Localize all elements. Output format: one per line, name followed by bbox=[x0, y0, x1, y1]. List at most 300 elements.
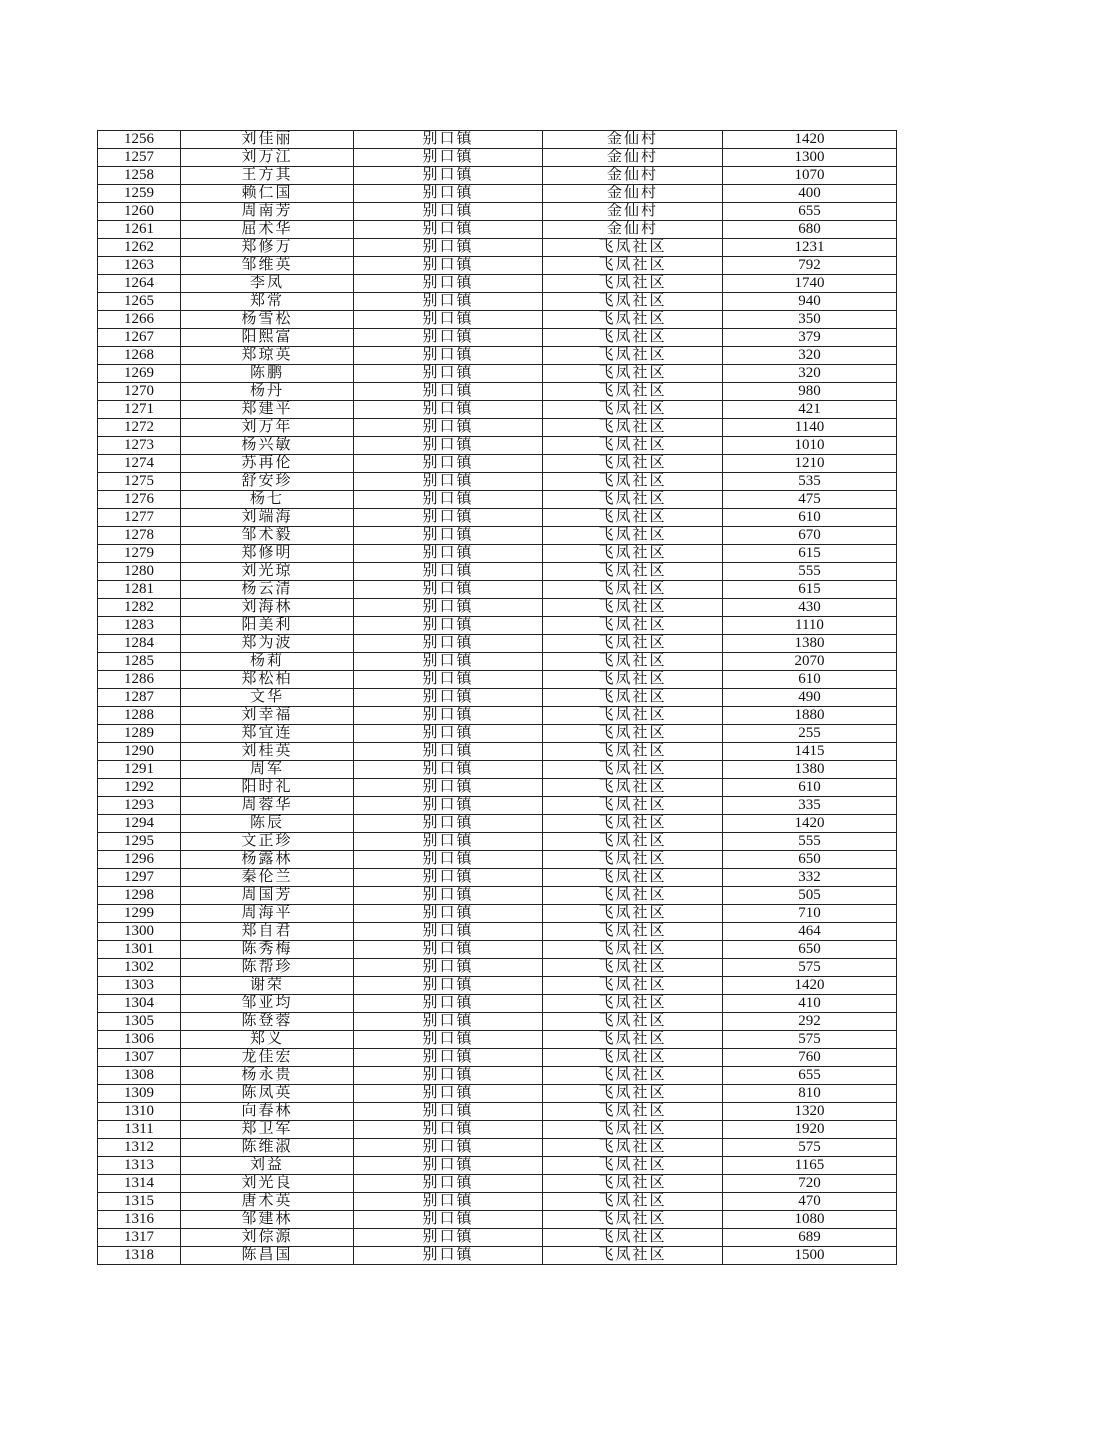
cell-number: 1308 bbox=[98, 1067, 181, 1085]
cell-number: 1309 bbox=[98, 1085, 181, 1103]
cell-number: 1289 bbox=[98, 725, 181, 743]
table-row bbox=[98, 545, 897, 563]
cell-town: 别口镇 bbox=[354, 293, 543, 311]
cell-amount: 1420 bbox=[723, 131, 897, 149]
cell-number: 1305 bbox=[98, 1013, 181, 1031]
cell-amount: 1380 bbox=[723, 635, 897, 653]
table-row bbox=[98, 401, 897, 419]
cell-amount: 421 bbox=[723, 401, 897, 419]
cell-town: 别口镇 bbox=[354, 599, 543, 617]
table-row bbox=[98, 1157, 897, 1175]
cell-village: 飞凤社区 bbox=[543, 365, 723, 383]
cell-town: 别口镇 bbox=[354, 635, 543, 653]
cell-village: 飞凤社区 bbox=[543, 869, 723, 887]
cell-town: 别口镇 bbox=[354, 527, 543, 545]
cell-amount: 555 bbox=[723, 833, 897, 851]
cell-town: 别口镇 bbox=[354, 1139, 543, 1157]
cell-name: 郑修明 bbox=[181, 545, 354, 563]
cell-amount: 610 bbox=[723, 779, 897, 797]
cell-town: 别口镇 bbox=[354, 761, 543, 779]
cell-amount: 379 bbox=[723, 329, 897, 347]
cell-name: 杨雪松 bbox=[181, 311, 354, 329]
table-row bbox=[98, 1085, 897, 1103]
cell-name: 唐术英 bbox=[181, 1193, 354, 1211]
cell-name: 阳时礼 bbox=[181, 779, 354, 797]
cell-name: 郑修万 bbox=[181, 239, 354, 257]
cell-town: 别口镇 bbox=[354, 653, 543, 671]
table-row bbox=[98, 1193, 897, 1211]
cell-town: 别口镇 bbox=[354, 869, 543, 887]
table-row bbox=[98, 311, 897, 329]
cell-name: 赖仁国 bbox=[181, 185, 354, 203]
cell-name: 杨兴敏 bbox=[181, 437, 354, 455]
cell-number: 1269 bbox=[98, 365, 181, 383]
cell-village: 金仙村 bbox=[543, 131, 723, 149]
table-row bbox=[98, 1013, 897, 1031]
table-row bbox=[98, 779, 897, 797]
cell-name: 陈维淑 bbox=[181, 1139, 354, 1157]
cell-amount: 610 bbox=[723, 509, 897, 527]
cell-town: 别口镇 bbox=[354, 905, 543, 923]
cell-town: 别口镇 bbox=[354, 671, 543, 689]
cell-village: 飞凤社区 bbox=[543, 1103, 723, 1121]
cell-amount: 710 bbox=[723, 905, 897, 923]
table-row bbox=[98, 671, 897, 689]
cell-amount: 1880 bbox=[723, 707, 897, 725]
cell-village: 飞凤社区 bbox=[543, 959, 723, 977]
table-row bbox=[98, 221, 897, 239]
cell-village: 飞凤社区 bbox=[543, 923, 723, 941]
cell-village: 飞凤社区 bbox=[543, 275, 723, 293]
table-row bbox=[98, 923, 897, 941]
cell-number: 1276 bbox=[98, 491, 181, 509]
cell-amount: 1420 bbox=[723, 977, 897, 995]
cell-village: 飞凤社区 bbox=[543, 491, 723, 509]
table-row bbox=[98, 941, 897, 959]
cell-town: 别口镇 bbox=[354, 887, 543, 905]
cell-amount: 475 bbox=[723, 491, 897, 509]
cell-name: 刘端海 bbox=[181, 509, 354, 527]
cell-amount: 792 bbox=[723, 257, 897, 275]
cell-name: 郑建平 bbox=[181, 401, 354, 419]
cell-name: 李凤 bbox=[181, 275, 354, 293]
cell-village: 飞凤社区 bbox=[543, 617, 723, 635]
cell-number: 1304 bbox=[98, 995, 181, 1013]
cell-amount: 350 bbox=[723, 311, 897, 329]
cell-village: 飞凤社区 bbox=[543, 1175, 723, 1193]
cell-number: 1272 bbox=[98, 419, 181, 437]
cell-village: 飞凤社区 bbox=[543, 293, 723, 311]
table-row bbox=[98, 437, 897, 455]
cell-amount: 1070 bbox=[723, 167, 897, 185]
cell-village: 飞凤社区 bbox=[543, 437, 723, 455]
cell-number: 1264 bbox=[98, 275, 181, 293]
cell-amount: 332 bbox=[723, 869, 897, 887]
table-row bbox=[98, 275, 897, 293]
cell-name: 杨莉 bbox=[181, 653, 354, 671]
cell-town: 别口镇 bbox=[354, 1031, 543, 1049]
cell-village: 飞凤社区 bbox=[543, 455, 723, 473]
cell-village: 飞凤社区 bbox=[543, 1229, 723, 1247]
cell-town: 别口镇 bbox=[354, 815, 543, 833]
table-row bbox=[98, 1247, 897, 1265]
table-row bbox=[98, 131, 897, 149]
table-row bbox=[98, 653, 897, 671]
cell-town: 别口镇 bbox=[354, 1157, 543, 1175]
cell-number: 1263 bbox=[98, 257, 181, 275]
cell-amount: 575 bbox=[723, 1031, 897, 1049]
cell-number: 1279 bbox=[98, 545, 181, 563]
cell-amount: 255 bbox=[723, 725, 897, 743]
cell-amount: 410 bbox=[723, 995, 897, 1013]
cell-amount: 1300 bbox=[723, 149, 897, 167]
cell-town: 别口镇 bbox=[354, 257, 543, 275]
cell-town: 别口镇 bbox=[354, 833, 543, 851]
cell-name: 陈辰 bbox=[181, 815, 354, 833]
cell-amount: 1210 bbox=[723, 455, 897, 473]
cell-village: 飞凤社区 bbox=[543, 761, 723, 779]
cell-name: 秦伦兰 bbox=[181, 869, 354, 887]
table-row bbox=[98, 599, 897, 617]
cell-amount: 1740 bbox=[723, 275, 897, 293]
cell-village: 飞凤社区 bbox=[543, 887, 723, 905]
table-row bbox=[98, 995, 897, 1013]
table-body bbox=[98, 131, 897, 1265]
cell-amount: 810 bbox=[723, 1085, 897, 1103]
cell-village: 飞凤社区 bbox=[543, 1049, 723, 1067]
cell-town: 别口镇 bbox=[354, 167, 543, 185]
cell-number: 1294 bbox=[98, 815, 181, 833]
cell-village: 飞凤社区 bbox=[543, 329, 723, 347]
cell-amount: 1140 bbox=[723, 419, 897, 437]
cell-name: 陈凤英 bbox=[181, 1085, 354, 1103]
cell-amount: 535 bbox=[723, 473, 897, 491]
table-row bbox=[98, 959, 897, 977]
cell-name: 阳熙富 bbox=[181, 329, 354, 347]
table-row bbox=[98, 707, 897, 725]
table-row bbox=[98, 329, 897, 347]
cell-village: 飞凤社区 bbox=[543, 1211, 723, 1229]
cell-town: 别口镇 bbox=[354, 1211, 543, 1229]
cell-village: 飞凤社区 bbox=[543, 941, 723, 959]
cell-town: 别口镇 bbox=[354, 941, 543, 959]
cell-name: 杨露林 bbox=[181, 851, 354, 869]
cell-number: 1288 bbox=[98, 707, 181, 725]
cell-town: 别口镇 bbox=[354, 329, 543, 347]
table-row bbox=[98, 1175, 897, 1193]
cell-village: 飞凤社区 bbox=[543, 905, 723, 923]
cell-village: 飞凤社区 bbox=[543, 599, 723, 617]
cell-number: 1296 bbox=[98, 851, 181, 869]
table-row bbox=[98, 1103, 897, 1121]
cell-amount: 670 bbox=[723, 527, 897, 545]
cell-name: 刘幸福 bbox=[181, 707, 354, 725]
cell-village: 飞凤社区 bbox=[543, 707, 723, 725]
cell-number: 1271 bbox=[98, 401, 181, 419]
cell-amount: 555 bbox=[723, 563, 897, 581]
table-row bbox=[98, 833, 897, 851]
cell-amount: 335 bbox=[723, 797, 897, 815]
cell-name: 文正珍 bbox=[181, 833, 354, 851]
cell-town: 别口镇 bbox=[354, 473, 543, 491]
cell-name: 杨云清 bbox=[181, 581, 354, 599]
cell-amount: 464 bbox=[723, 923, 897, 941]
cell-number: 1280 bbox=[98, 563, 181, 581]
cell-amount: 1415 bbox=[723, 743, 897, 761]
cell-name: 刘益 bbox=[181, 1157, 354, 1175]
cell-name: 龙佳宏 bbox=[181, 1049, 354, 1067]
cell-number: 1300 bbox=[98, 923, 181, 941]
cell-village: 飞凤社区 bbox=[543, 563, 723, 581]
cell-number: 1275 bbox=[98, 473, 181, 491]
cell-name: 杨永贵 bbox=[181, 1067, 354, 1085]
cell-town: 别口镇 bbox=[354, 1193, 543, 1211]
cell-number: 1274 bbox=[98, 455, 181, 473]
table-row bbox=[98, 239, 897, 257]
cell-number: 1283 bbox=[98, 617, 181, 635]
cell-amount: 430 bbox=[723, 599, 897, 617]
cell-amount: 490 bbox=[723, 689, 897, 707]
cell-number: 1268 bbox=[98, 347, 181, 365]
cell-town: 别口镇 bbox=[354, 239, 543, 257]
cell-name: 周军 bbox=[181, 761, 354, 779]
cell-town: 别口镇 bbox=[354, 203, 543, 221]
cell-number: 1266 bbox=[98, 311, 181, 329]
cell-town: 别口镇 bbox=[354, 401, 543, 419]
cell-number: 1265 bbox=[98, 293, 181, 311]
cell-number: 1261 bbox=[98, 221, 181, 239]
cell-number: 1312 bbox=[98, 1139, 181, 1157]
cell-village: 飞凤社区 bbox=[543, 995, 723, 1013]
cell-amount: 1010 bbox=[723, 437, 897, 455]
cell-name: 郑义 bbox=[181, 1031, 354, 1049]
cell-number: 1262 bbox=[98, 239, 181, 257]
data-table bbox=[97, 130, 897, 1265]
cell-town: 别口镇 bbox=[354, 1247, 543, 1265]
cell-name: 刘佳丽 bbox=[181, 131, 354, 149]
table-row bbox=[98, 1229, 897, 1247]
cell-village: 飞凤社区 bbox=[543, 1085, 723, 1103]
cell-town: 别口镇 bbox=[354, 743, 543, 761]
table-row bbox=[98, 527, 897, 545]
cell-town: 别口镇 bbox=[354, 311, 543, 329]
cell-village: 飞凤社区 bbox=[543, 311, 723, 329]
table-row bbox=[98, 1211, 897, 1229]
cell-amount: 470 bbox=[723, 1193, 897, 1211]
cell-amount: 1165 bbox=[723, 1157, 897, 1175]
cell-village: 飞凤社区 bbox=[543, 545, 723, 563]
cell-name: 郑常 bbox=[181, 293, 354, 311]
table-row bbox=[98, 1049, 897, 1067]
cell-town: 别口镇 bbox=[354, 365, 543, 383]
cell-number: 1270 bbox=[98, 383, 181, 401]
cell-village: 飞凤社区 bbox=[543, 635, 723, 653]
cell-number: 1282 bbox=[98, 599, 181, 617]
cell-name: 刘万江 bbox=[181, 149, 354, 167]
cell-village: 飞凤社区 bbox=[543, 671, 723, 689]
cell-name: 文华 bbox=[181, 689, 354, 707]
table-row bbox=[98, 383, 897, 401]
cell-village: 飞凤社区 bbox=[543, 653, 723, 671]
cell-number: 1258 bbox=[98, 167, 181, 185]
cell-village: 飞凤社区 bbox=[543, 239, 723, 257]
cell-town: 别口镇 bbox=[354, 1067, 543, 1085]
cell-village: 飞凤社区 bbox=[543, 833, 723, 851]
cell-name: 郑松柏 bbox=[181, 671, 354, 689]
table-row bbox=[98, 1121, 897, 1139]
cell-amount: 1231 bbox=[723, 239, 897, 257]
cell-town: 别口镇 bbox=[354, 419, 543, 437]
cell-number: 1273 bbox=[98, 437, 181, 455]
cell-name: 邹亚均 bbox=[181, 995, 354, 1013]
cell-town: 别口镇 bbox=[354, 185, 543, 203]
cell-town: 别口镇 bbox=[354, 1175, 543, 1193]
cell-village: 飞凤社区 bbox=[543, 419, 723, 437]
cell-amount: 1380 bbox=[723, 761, 897, 779]
table-row bbox=[98, 203, 897, 221]
cell-town: 别口镇 bbox=[354, 995, 543, 1013]
table-row bbox=[98, 347, 897, 365]
cell-village: 飞凤社区 bbox=[543, 581, 723, 599]
cell-town: 别口镇 bbox=[354, 707, 543, 725]
cell-village: 飞凤社区 bbox=[543, 473, 723, 491]
cell-town: 别口镇 bbox=[354, 1121, 543, 1139]
cell-village: 飞凤社区 bbox=[543, 1247, 723, 1265]
cell-town: 别口镇 bbox=[354, 545, 543, 563]
cell-number: 1278 bbox=[98, 527, 181, 545]
table-row bbox=[98, 473, 897, 491]
cell-name: 陈鹏 bbox=[181, 365, 354, 383]
cell-village: 飞凤社区 bbox=[543, 509, 723, 527]
cell-town: 别口镇 bbox=[354, 347, 543, 365]
cell-village: 飞凤社区 bbox=[543, 1193, 723, 1211]
table-row bbox=[98, 167, 897, 185]
cell-amount: 650 bbox=[723, 941, 897, 959]
cell-amount: 292 bbox=[723, 1013, 897, 1031]
cell-village: 飞凤社区 bbox=[543, 1031, 723, 1049]
cell-town: 别口镇 bbox=[354, 797, 543, 815]
cell-number: 1307 bbox=[98, 1049, 181, 1067]
cell-number: 1285 bbox=[98, 653, 181, 671]
cell-amount: 689 bbox=[723, 1229, 897, 1247]
cell-town: 别口镇 bbox=[354, 491, 543, 509]
cell-town: 别口镇 bbox=[354, 383, 543, 401]
cell-town: 别口镇 bbox=[354, 959, 543, 977]
cell-village: 飞凤社区 bbox=[543, 1121, 723, 1139]
cell-village: 飞凤社区 bbox=[543, 977, 723, 995]
cell-amount: 2070 bbox=[723, 653, 897, 671]
cell-number: 1313 bbox=[98, 1157, 181, 1175]
cell-number: 1284 bbox=[98, 635, 181, 653]
table-row bbox=[98, 365, 897, 383]
cell-name: 刘海林 bbox=[181, 599, 354, 617]
cell-town: 别口镇 bbox=[354, 563, 543, 581]
cell-name: 陈登蓉 bbox=[181, 1013, 354, 1031]
table-row bbox=[98, 725, 897, 743]
cell-town: 别口镇 bbox=[354, 131, 543, 149]
cell-village: 飞凤社区 bbox=[543, 527, 723, 545]
table-row bbox=[98, 1067, 897, 1085]
cell-town: 别口镇 bbox=[354, 437, 543, 455]
cell-name: 邹术毅 bbox=[181, 527, 354, 545]
table-row bbox=[98, 761, 897, 779]
cell-village: 飞凤社区 bbox=[543, 1157, 723, 1175]
cell-number: 1311 bbox=[98, 1121, 181, 1139]
cell-town: 别口镇 bbox=[354, 851, 543, 869]
cell-village: 金仙村 bbox=[543, 185, 723, 203]
cell-amount: 575 bbox=[723, 959, 897, 977]
cell-village: 飞凤社区 bbox=[543, 689, 723, 707]
table-row bbox=[98, 905, 897, 923]
cell-number: 1295 bbox=[98, 833, 181, 851]
cell-number: 1287 bbox=[98, 689, 181, 707]
cell-town: 别口镇 bbox=[354, 149, 543, 167]
cell-number: 1259 bbox=[98, 185, 181, 203]
cell-town: 别口镇 bbox=[354, 725, 543, 743]
table-row bbox=[98, 797, 897, 815]
cell-village: 金仙村 bbox=[543, 221, 723, 239]
cell-amount: 720 bbox=[723, 1175, 897, 1193]
cell-number: 1299 bbox=[98, 905, 181, 923]
cell-amount: 655 bbox=[723, 203, 897, 221]
cell-number: 1318 bbox=[98, 1247, 181, 1265]
cell-name: 杨丹 bbox=[181, 383, 354, 401]
cell-amount: 1500 bbox=[723, 1247, 897, 1265]
cell-number: 1302 bbox=[98, 959, 181, 977]
cell-name: 杨七 bbox=[181, 491, 354, 509]
cell-village: 金仙村 bbox=[543, 203, 723, 221]
cell-town: 别口镇 bbox=[354, 1103, 543, 1121]
cell-number: 1293 bbox=[98, 797, 181, 815]
cell-name: 邹维英 bbox=[181, 257, 354, 275]
cell-number: 1281 bbox=[98, 581, 181, 599]
cell-name: 王方其 bbox=[181, 167, 354, 185]
table-row bbox=[98, 635, 897, 653]
cell-village: 飞凤社区 bbox=[543, 779, 723, 797]
cell-number: 1286 bbox=[98, 671, 181, 689]
cell-town: 别口镇 bbox=[354, 779, 543, 797]
cell-amount: 650 bbox=[723, 851, 897, 869]
cell-number: 1256 bbox=[98, 131, 181, 149]
cell-amount: 320 bbox=[723, 347, 897, 365]
cell-village: 飞凤社区 bbox=[543, 851, 723, 869]
cell-amount: 615 bbox=[723, 545, 897, 563]
cell-town: 别口镇 bbox=[354, 455, 543, 473]
cell-town: 别口镇 bbox=[354, 923, 543, 941]
cell-number: 1301 bbox=[98, 941, 181, 959]
cell-town: 别口镇 bbox=[354, 689, 543, 707]
cell-name: 谢荣 bbox=[181, 977, 354, 995]
table-row bbox=[98, 293, 897, 311]
cell-village: 飞凤社区 bbox=[543, 725, 723, 743]
cell-amount: 980 bbox=[723, 383, 897, 401]
cell-village: 飞凤社区 bbox=[543, 347, 723, 365]
cell-number: 1290 bbox=[98, 743, 181, 761]
cell-village: 飞凤社区 bbox=[543, 401, 723, 419]
cell-town: 别口镇 bbox=[354, 221, 543, 239]
cell-village: 飞凤社区 bbox=[543, 383, 723, 401]
cell-town: 别口镇 bbox=[354, 1229, 543, 1247]
cell-amount: 1920 bbox=[723, 1121, 897, 1139]
cell-number: 1315 bbox=[98, 1193, 181, 1211]
cell-town: 别口镇 bbox=[354, 1085, 543, 1103]
cell-name: 刘桂英 bbox=[181, 743, 354, 761]
cell-amount: 655 bbox=[723, 1067, 897, 1085]
cell-town: 别口镇 bbox=[354, 509, 543, 527]
cell-name: 向春林 bbox=[181, 1103, 354, 1121]
cell-name: 陈昌国 bbox=[181, 1247, 354, 1265]
cell-village: 飞凤社区 bbox=[543, 1139, 723, 1157]
